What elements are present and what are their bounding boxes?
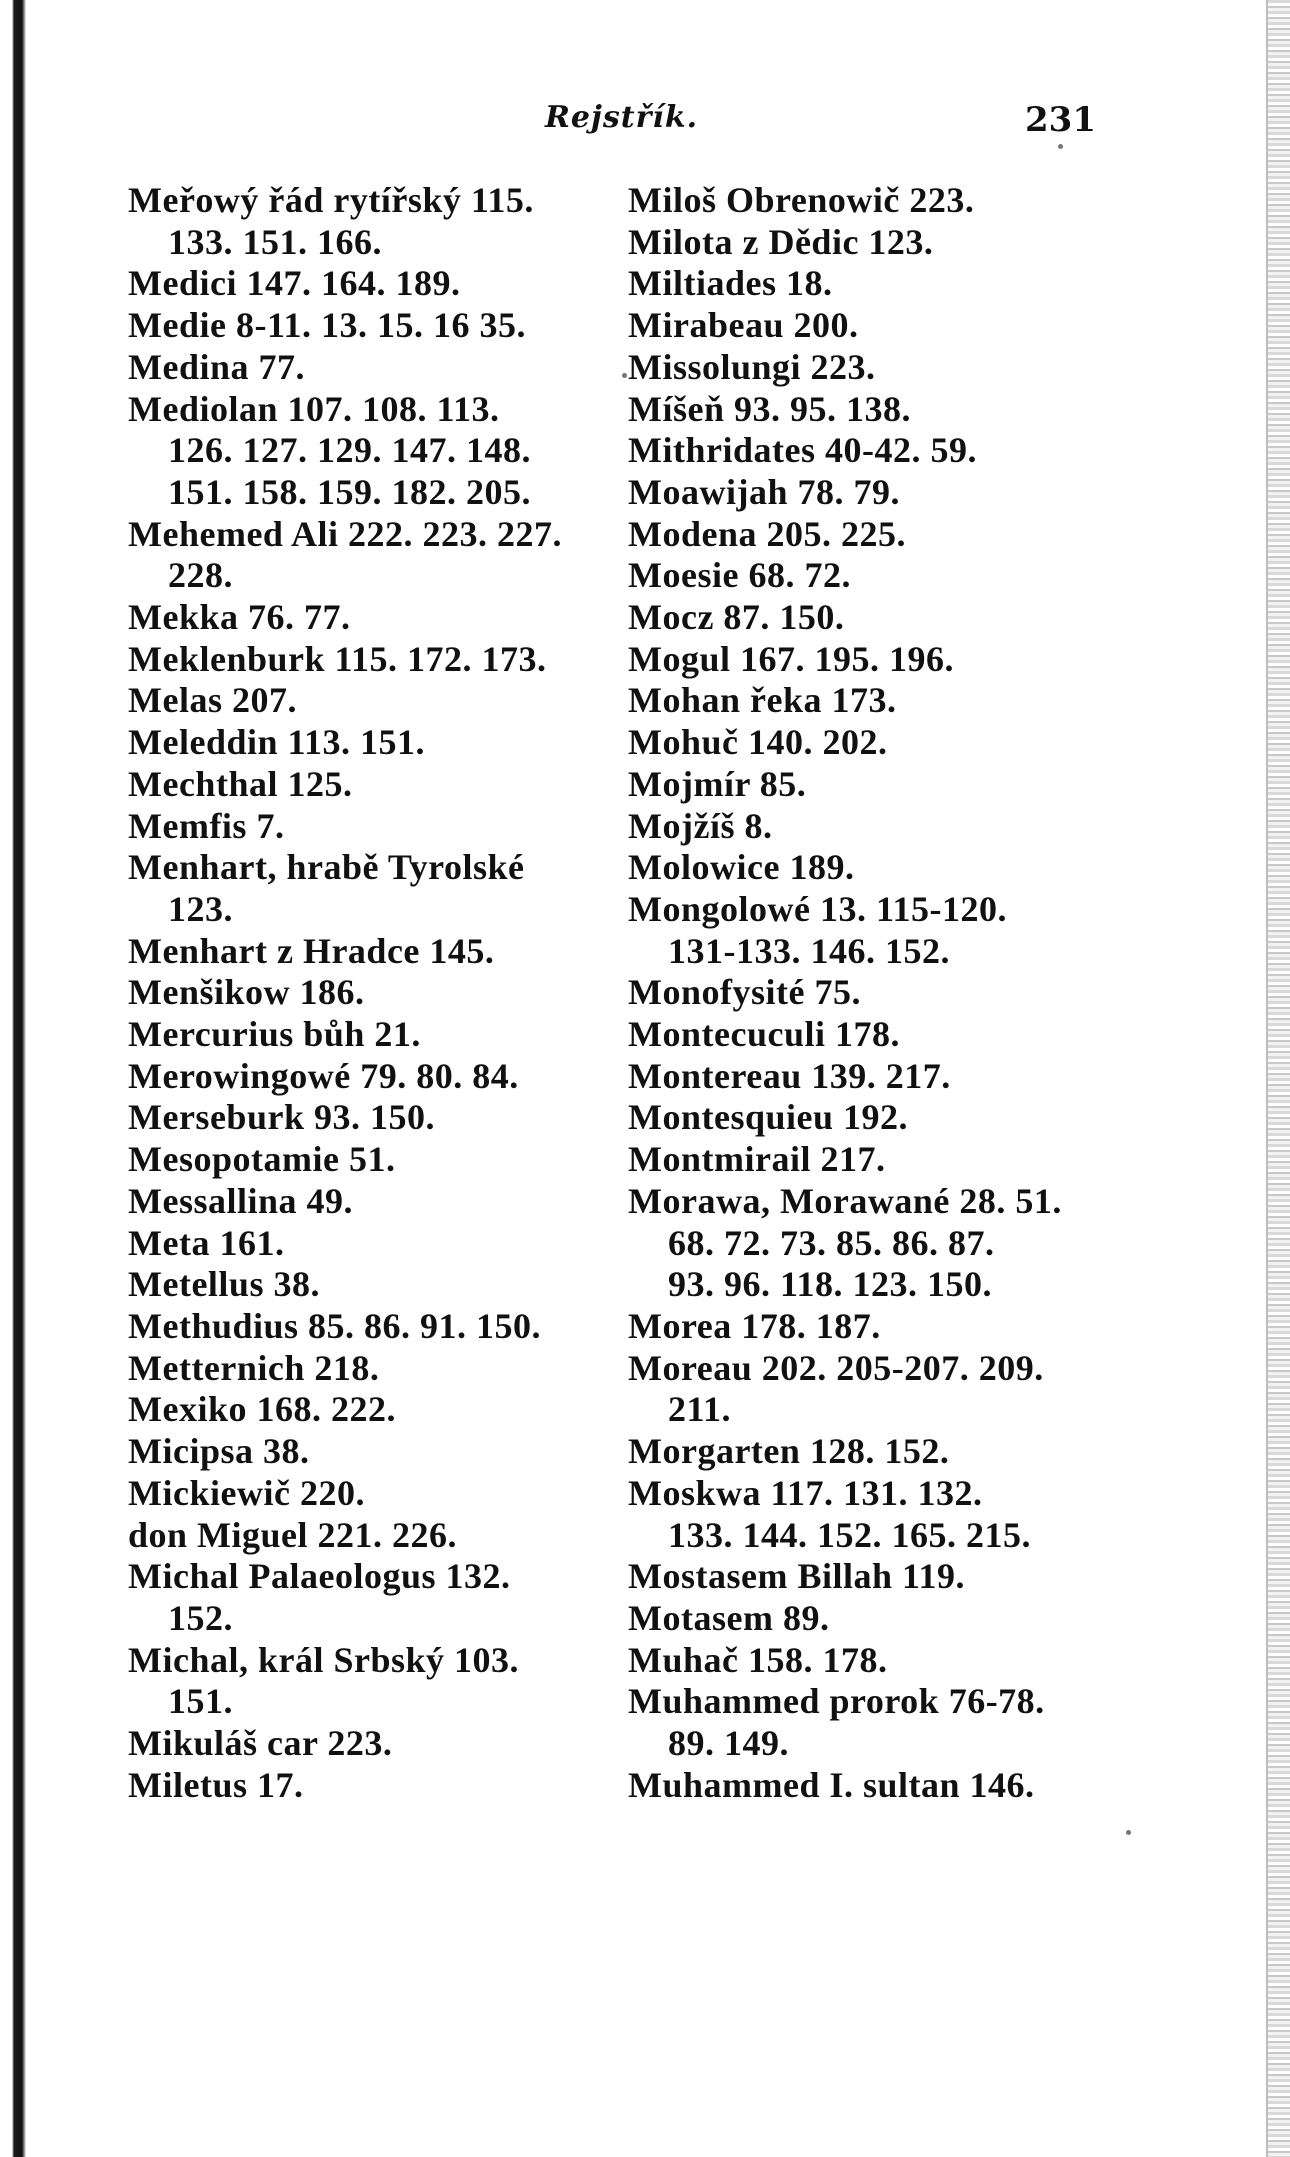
index-entry: Monofysité 75. bbox=[628, 972, 861, 1013]
index-entry: Muhač 158. 178. bbox=[628, 1639, 888, 1680]
index-entry: Missolungi 223. bbox=[628, 346, 876, 387]
index-entry: Michal, král Srbský 103. bbox=[128, 1639, 520, 1680]
index-entry: Mogul 167. 195. 196. bbox=[628, 638, 955, 679]
index-entry-continuation: 152. bbox=[168, 1597, 233, 1638]
page-edge bbox=[1266, 0, 1290, 2157]
index-entry: Modena 205. 225. bbox=[628, 513, 906, 554]
index-entry: Mojmír 85. bbox=[628, 763, 807, 804]
index-entry: Mehemed Ali 222. 223. 227. bbox=[128, 513, 562, 554]
print-speck bbox=[1126, 1830, 1131, 1835]
index-entry: Meklenburk 115. 172. 173. bbox=[128, 638, 547, 679]
page-number: 231 bbox=[1025, 100, 1096, 140]
index-entry: Merowingowé 79. 80. 84. bbox=[128, 1055, 519, 1096]
index-entry: Míšeň 93. 95. 138. bbox=[628, 388, 911, 429]
index-entry: Moskwa 117. 131. 132. bbox=[628, 1472, 983, 1513]
running-header-title: Rejstřík. bbox=[545, 100, 699, 135]
index-entry: Mongolowé 13. 115-120. bbox=[628, 888, 1007, 929]
index-entry: Mocz 87. 150. bbox=[628, 597, 845, 638]
index-entry: Menhart, hrabě Tyrolské bbox=[128, 847, 525, 888]
index-entry: Mirabeau 200. bbox=[628, 305, 859, 346]
index-entry: Michal Palaeologus 132. bbox=[128, 1556, 511, 1597]
index-entry: Metternich 218. bbox=[128, 1347, 380, 1388]
print-speck bbox=[1058, 144, 1063, 149]
index-entry: Morawa, Morawané 28. 51. bbox=[628, 1180, 1062, 1221]
index-entry: Mexiko 168. 222. bbox=[128, 1389, 396, 1430]
index-entry: Meta 161. bbox=[128, 1222, 285, 1263]
index-entry: Mostasem Billah 119. bbox=[628, 1556, 966, 1597]
index-entry-continuation: 131-133. 146. 152. bbox=[668, 930, 950, 971]
index-entry-continuation: 151. 158. 159. 182. 205. bbox=[168, 471, 531, 512]
index-entry: Moesie 68. 72. bbox=[628, 555, 851, 596]
index-entry: Messallina 49. bbox=[128, 1180, 354, 1221]
index-entry: Mercurius bůh 21. bbox=[128, 1014, 421, 1055]
index-entry: Muhammed prorok 76-78. bbox=[628, 1681, 1045, 1722]
index-entry: Mojžíš 8. bbox=[628, 805, 773, 846]
index-entry: Mesopotamie 51. bbox=[128, 1139, 396, 1180]
index-entry: Moawijah 78. 79. bbox=[628, 471, 900, 512]
index-entry: Muhammed I. sultan 146. bbox=[628, 1764, 1035, 1805]
print-speck bbox=[622, 373, 627, 378]
index-entry: Miltiades 18. bbox=[628, 263, 833, 304]
index-column-left bbox=[128, 180, 598, 1806]
index-entry: Mechthal 125. bbox=[128, 763, 353, 804]
book-spine-shadow bbox=[0, 0, 26, 2157]
index-entry: Melas 207. bbox=[128, 680, 297, 721]
index-entry: Montesquieu 192. bbox=[628, 1097, 909, 1138]
index-entry-continuation: 123. bbox=[168, 888, 233, 929]
index-entry: Methudius 85. 86. 91. 150. bbox=[128, 1305, 542, 1346]
index-entry: Miloš Obrenowič 223. bbox=[628, 180, 975, 220]
index-entry: Molowice 189. bbox=[628, 847, 855, 888]
index-entry-continuation: 126. 127. 129. 147. 148. bbox=[168, 430, 531, 471]
index-entry: Mediolan 107. 108. 113. bbox=[128, 388, 500, 429]
index-entry: Milota z Dědic 123. bbox=[628, 221, 934, 262]
index-entry: Mohan řeka 173. bbox=[628, 680, 897, 721]
index-entry: Medie 8-11. 13. 15. 16 35. bbox=[128, 305, 526, 346]
index-entry: Menšikow 186. bbox=[128, 972, 365, 1013]
index-entry-continuation: 93. 96. 118. 123. 150. bbox=[668, 1264, 993, 1305]
index-entry: Morgarten 128. 152. bbox=[628, 1431, 950, 1472]
index-entry-continuation: 228. bbox=[168, 555, 233, 596]
index-entry: Medina 77. bbox=[128, 346, 306, 387]
index-entry: Miletus 17. bbox=[128, 1764, 304, 1805]
index-entry: Metellus 38. bbox=[128, 1264, 320, 1305]
index-entry-continuation: 211. bbox=[668, 1389, 732, 1430]
index-entry: Mickiewič 220. bbox=[128, 1472, 365, 1513]
index-entry: Menhart z Hradce 145. bbox=[128, 930, 495, 971]
index-entry: Motasem 89. bbox=[628, 1597, 830, 1638]
index-entry-continuation: 133. 151. 166. bbox=[168, 221, 382, 262]
index-entry: Meřowý řád rytířský 115. bbox=[128, 180, 534, 220]
index-entry: don Miguel 221. 226. bbox=[128, 1514, 458, 1555]
index-entry-continuation: 68. 72. 73. 85. 86. 87. bbox=[668, 1222, 995, 1263]
index-entry-continuation: 133. 144. 152. 165. 215. bbox=[668, 1514, 1031, 1555]
index-entry: Morea 178. 187. bbox=[628, 1305, 881, 1346]
index-entry: Mekka 76. 77. bbox=[128, 597, 351, 638]
index-entry: Montereau 139. 217. bbox=[628, 1055, 951, 1096]
index-column-right bbox=[628, 180, 1108, 1806]
index-entry: Mikuláš car 223. bbox=[128, 1723, 393, 1764]
index-entry: Micipsa 38. bbox=[128, 1431, 310, 1472]
index-entry: Medici 147. 164. 189. bbox=[128, 263, 461, 304]
index-entry: Mohuč 140. 202. bbox=[628, 722, 888, 763]
index-entry: Mithridates 40-42. 59. bbox=[628, 430, 977, 471]
index-entry: Merseburk 93. 150. bbox=[128, 1097, 435, 1138]
index-entry-continuation: 151. bbox=[168, 1681, 233, 1722]
index-entry: Moreau 202. 205-207. 209. bbox=[628, 1347, 1044, 1388]
index-entry: Montecuculi 178. bbox=[628, 1014, 900, 1055]
index-entry: Memfis 7. bbox=[128, 805, 285, 846]
index-entry: Montmirail 217. bbox=[628, 1139, 886, 1180]
index-entry: Meleddin 113. 151. bbox=[128, 722, 426, 763]
index-entry-continuation: 89. 149. bbox=[668, 1723, 789, 1764]
